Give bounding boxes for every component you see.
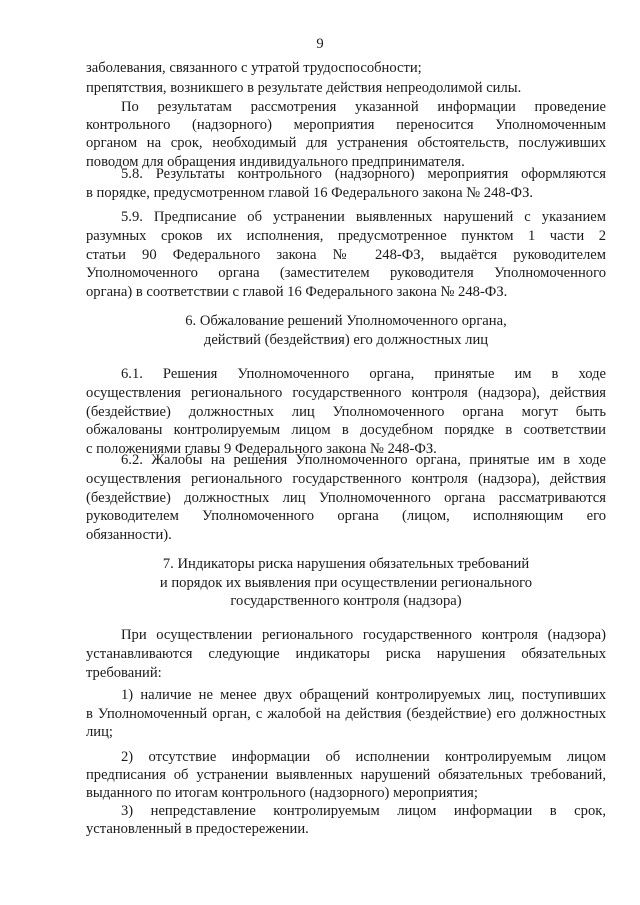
list-item: 2) отсутствие информации об исполнении контролируемым лицом: [121, 749, 606, 765]
text-line: Уполномоченного органа (заместителем руководителя Уполномоченного: [86, 265, 606, 281]
list-item: 1) наличие не менее двух обращений контролируемых лиц, поступивших: [121, 687, 606, 703]
text-line: При осуществлении регионального государственного контроля (надзора): [121, 627, 606, 643]
section-heading: 6. Обжалование решений Уполномоченного органа,: [185, 313, 507, 329]
text-line: (бездействие) должностных лиц Уполномоченного органа рассматриваются: [86, 490, 606, 506]
text-line: 5.8. Результаты контрольного (надзорного) мероприятия оформляются: [121, 166, 606, 182]
text-line: в порядке, предусмотренном главой 16 Федерального закона № 248-ФЗ.: [86, 185, 534, 201]
text-line: обязанности).: [86, 527, 172, 543]
text-line: установленный в предостережении.: [86, 821, 309, 837]
text-line: органа) в соответствии с главой 16 Федерального закона № 248-ФЗ.: [86, 284, 508, 300]
text-line: По результатам рассмотрения указанной информации проведение: [121, 99, 606, 115]
text-line: 6.1. Решения Уполномоченного органа, принятые им в ходе: [121, 366, 606, 382]
text-line: руководителем Уполномоченного органа (лицом, исполняющим его: [86, 508, 606, 524]
text-line: (бездействие) должностных лиц Уполномоченного органа могут быть: [86, 404, 606, 420]
text-line: устанавливаются следующие индикаторы риска нарушения обязательных: [86, 646, 606, 662]
text-line: 6.2. Жалобы на решения Уполномоченного органа, принятые им в ходе: [121, 452, 606, 468]
text-line: предписания об устранении выявленных нарушений обязательных требований,: [86, 767, 606, 783]
text-line: обжалованы контролируемым лицом в досудебном порядке в соответствии: [86, 422, 606, 438]
text-line: лиц;: [86, 724, 113, 740]
section-heading: 7. Индикаторы риска нарушения обязательных требований: [162, 556, 530, 572]
text-line: осуществления регионального государственного контроля (надзора), действия: [86, 385, 606, 401]
text-line: препятствия, возникшего в результате действия непреодолимой силы.: [86, 80, 522, 96]
page-number: 9: [316, 36, 324, 52]
text-line: осуществления регионального государственного контроля (надзора), действия: [86, 471, 606, 487]
text-line: поводом для обращения индивидуального предпринимателя.: [86, 154, 465, 170]
text-line: контрольного (надзорного) мероприятия переносится Уполномоченным: [86, 117, 606, 133]
text-line: статьи 90 Федерального закона № 248-ФЗ, выдаётся руководителем: [86, 247, 606, 263]
section-heading: действий (бездействия) его должностных лиц: [203, 332, 489, 348]
text-line: органом на срок, необходимый для устранения обстоятельств, послуживших: [86, 135, 606, 151]
text-line: разумных сроков их исполнения, предусмотренное пунктом 1 части 2: [86, 228, 606, 244]
section-heading: и порядок их выявления при осуществлении регионального: [159, 575, 533, 591]
text-line: заболевания, связанного с утратой трудоспособности;: [86, 60, 422, 76]
text-line: 5.9. Предписание об устранении выявленных нарушений с указанием: [121, 209, 606, 225]
list-item: 3) непредставление контролируемым лицом информации в срок,: [121, 803, 606, 819]
text-line: выданного по итогам контрольного (надзорного) мероприятия;: [86, 785, 478, 801]
section-heading: государственного контроля (надзора): [230, 593, 462, 609]
text-line: требований:: [86, 665, 162, 681]
text-line: с положениями главы 9 Федерального закона № 248-ФЗ.: [86, 441, 437, 457]
text-line: в Уполномоченный орган, с жалобой на действия (бездействие) его должностных: [86, 706, 606, 722]
